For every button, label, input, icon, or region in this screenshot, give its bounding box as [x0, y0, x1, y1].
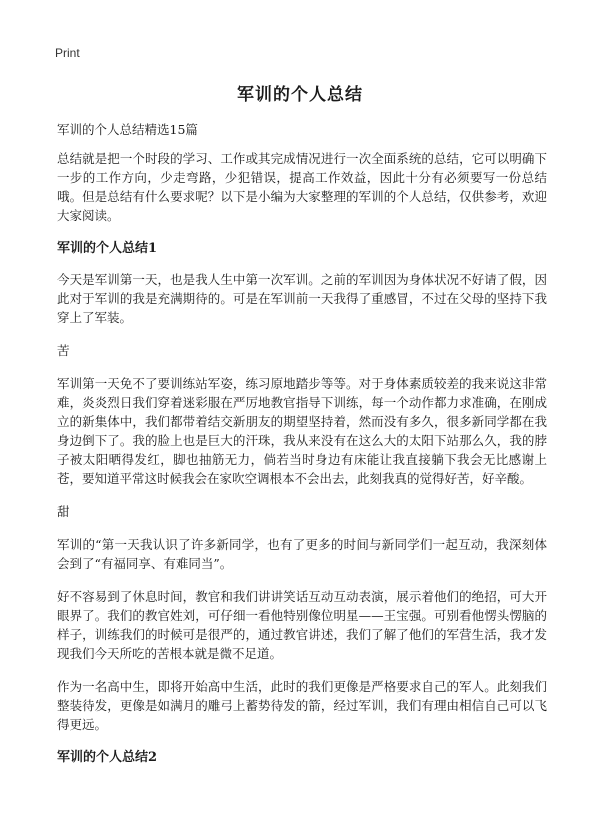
section-heading-2: 军训的个人总结2 — [57, 750, 158, 765]
section1-paragraph-5: 作为一名高中生，即将开始高中生活，此时的我们更像是严格要求自己的军人。此刻我们整装待发，更像是如满月的雕弓上蓄势待发的箭，经过军训，我们有理由相信自己可以飞得更远。 — [57, 679, 547, 732]
intro-paragraph: 总结就是把一个时段的学习、工作或其完成情况进行一次全面系统的总结，它可以明确下一步的工作方向，少走弯路，少犯错误，提高工作效益，因此十分有必须要写一份总结哦。但是总结有什么要求呢？以下是小编为大家整理的军训的个人总结，仅供参考，欢迎大家阅读。 — [57, 151, 547, 223]
section1-label-bitter: 苦 — [57, 343, 70, 358]
print-link[interactable]: Print — [55, 46, 80, 60]
section1-paragraph-1: 今天是军训第一天，也是我人生中第一次军训。之前的军训因为身体状况不好请了假，因此对于军训的我是充满期待的。可是在军训前一天我得了重感冒，不过在父母的坚持下我穿上了军装。 — [57, 272, 547, 325]
document-body — [57, 120, 547, 779]
page-title: 军训的个人总结 — [237, 85, 363, 105]
section1-paragraph-2: 军训第一天免不了要训练站军姿，练习原地踏步等等。对于身体素质较差的我来说这非常难，炎炎烈日我们穿着迷彩服在严厉地教官指导下训练，每一个动作都力求准确，在刚成立的新集体中，我们都带着结交新朋友的期望坚持着，然而没有多久，很多新同学都在我身边倒下了。我的脸上也是巨大的汗珠，我从来没有在这么大的太阳下站那么久，我的脖子被太阳晒得发红，脚也抽筋无力，倘若当时身边有床能让我直接躺下我会无比感谢上苍，要知道平常这时候我会在家吹空调根本不会出去，此刻我真的觉得好苦，好辛酸。 — [57, 376, 547, 486]
section-heading-1: 军训的个人总结1 — [57, 241, 158, 256]
section1-label-sweet: 甜 — [57, 504, 70, 519]
document-subtitle: 军训的个人总结精选15篇 — [57, 122, 198, 137]
section1-paragraph-3: 军训的“第一天我认识了许多新同学，也有了更多的时间与新同学们一起互动，我深刻体会到了“有福同享、有难同当”。 — [57, 537, 547, 571]
section1-paragraph-4: 好不容易到了休息时间，教官和我们讲讲笑话互动互动表演，展示着他们的绝招，可大开眼界了。我们的教官姓刘，可仔细一看他特别像位明星——王宝强。可别看他愣头愣脑的样子，训练我们的时候可是很严的，通过教官讲述，我们了解了他们的军营生活，我才发现我们今天所吃的苦根本就是微不足道。 — [57, 589, 547, 661]
